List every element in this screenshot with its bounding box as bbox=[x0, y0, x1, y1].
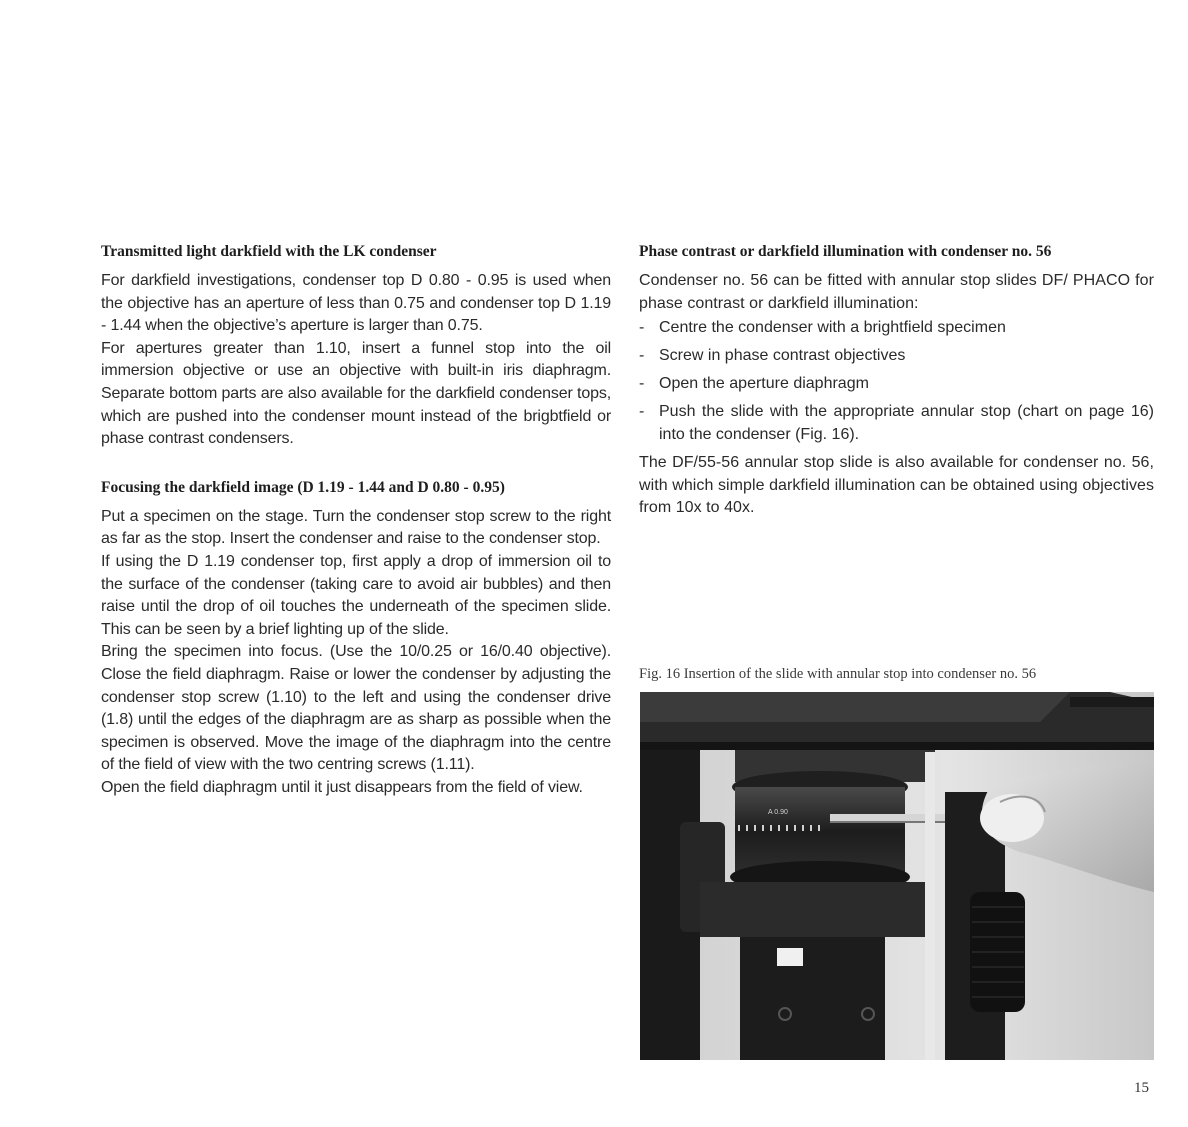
list-item: - Centre the condenser with a brightfield specimen bbox=[639, 319, 1006, 337]
left-column bbox=[101, 242, 611, 799]
paragraph: Open the field diaphragm until it just disappears from the field of view. bbox=[101, 778, 583, 796]
list-item: - Screw in phase contrast objectives bbox=[639, 347, 906, 365]
list-item: - Push the slide with the appropriate annular stop (chart on page 16) into the condenser (Fig. 16). bbox=[639, 403, 1154, 444]
paragraph: For darkfield investigations, condenser top D 0.80 - 0.95 is used when the objective has an aperture of less than 0.75 and condenser top D 1.19 - 1.44 when the objective’s aperture is larger than 0.75. bbox=[101, 272, 611, 335]
page-number: 15 bbox=[1134, 1080, 1149, 1096]
lens-ring-label: A 0.90 bbox=[768, 809, 788, 816]
paragraph: For apertures greater than 1.10, insert a funnel stop into the oil immersion objective or use an objective with built-in iris diaphragm. Separate bottom parts are also available for the darkfield condenser tops, which are pushed into the condenser mount instead of the brigbtfield or phase contrast condensers. bbox=[101, 339, 611, 448]
paragraph: Condenser no. 56 can be fitted with annular stop slides DF/ PHACO for phase contrast or darkfield illumination: bbox=[639, 272, 1154, 312]
paragraph: Put a specimen on the stage. Turn the condenser stop screw to the right as far as the stop. Insert the condenser and raise to the condenser stop. bbox=[101, 507, 611, 548]
paragraph: If using the D 1.19 condenser top, first apply a drop of immersion oil to the surface of the condenser (taking care to avoid air bubbles) and then raise until the drop of oil touches the underneath of the specimen slide. This can be seen by a brief lighting up of the slide. bbox=[101, 552, 611, 638]
figure-caption: Fig. 16 Insertion of the slide with annular stop into condenser no. 56 bbox=[639, 666, 1037, 682]
right-column bbox=[639, 242, 1154, 520]
section-heading-lk-darkfield: Transmitted light darkfield with the LK condenser bbox=[101, 243, 437, 260]
paragraph: The DF/55-56 annular stop slide is also available for condenser no. 56, with which simple darkfield illumination can be obtained using objectives from 10x to 40x. bbox=[639, 454, 1154, 517]
microscope-photo bbox=[640, 692, 1154, 1060]
paragraph: Bring the specimen into focus. (Use the 10/0.25 or 16/0.40 objective). Close the field diaphragm. Raise or lower the condenser by adjusting the condenser stop screw (1.10) to the left and using the condenser drive (1.8) until the edges of the diaphragm are as sharp as possible when the specimen is observed. Move the image of the diaphragm into the centre of the field of view with the two centring screws (1.11). bbox=[101, 643, 611, 774]
step-list bbox=[639, 317, 1154, 446]
section-heading-phase-contrast: Phase contrast or darkfield illumination with condenser no. 56 bbox=[639, 243, 1052, 260]
list-item: - Open the aperture diaphragm bbox=[639, 375, 869, 393]
section-heading-focusing: Focusing the darkfield image (D 1.19 - 1.44 and D 0.80 - 0.95) bbox=[101, 478, 505, 496]
